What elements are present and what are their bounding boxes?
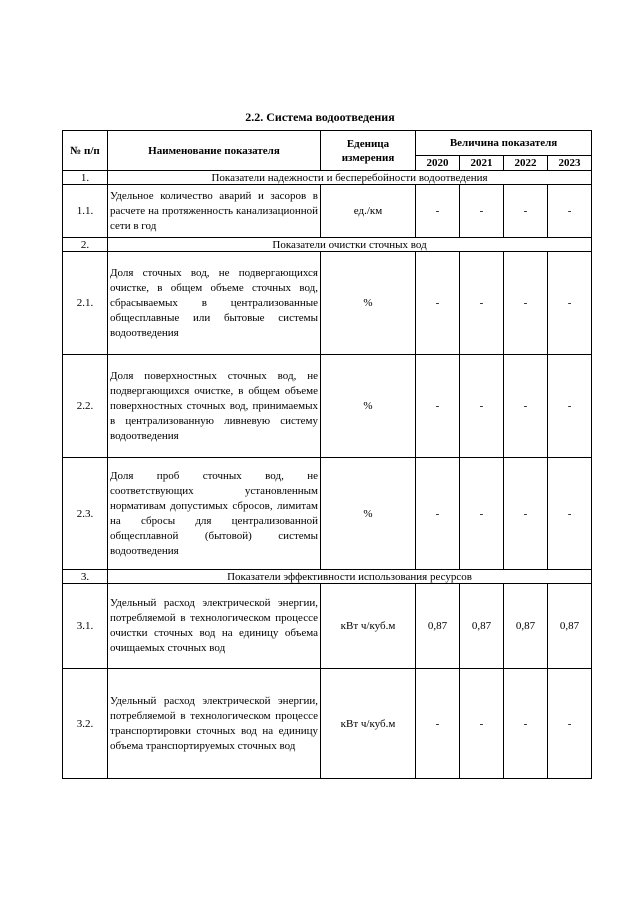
value-cell: - [460,185,504,238]
value-cell: - [460,355,504,458]
unit-cell: % [321,252,416,355]
unit-cell: кВт ч/куб.м [321,669,416,779]
table-row [63,669,592,779]
value-cell: 0,87 [548,584,592,669]
value-cell: - [548,458,592,570]
value-cell: - [416,252,460,355]
row-num: 1. [63,171,108,185]
indicator-name: Удельный расход электрической энергии, потребляемой в технологическом процессе очистки сточных вод на единицу объема очищаемых сточных вод [108,584,321,669]
header-year: 2023 [548,156,592,171]
section-title: Показатели надежности и бесперебойности водоотведения [108,171,592,185]
row-num: 3. [63,570,108,584]
value-cell: - [460,669,504,779]
value-cell: - [416,185,460,238]
value-cell: - [548,185,592,238]
value-cell: - [504,355,548,458]
section-title: Показатели эффективности использования ресурсов [108,570,592,584]
row-num: 2.2. [63,355,108,458]
value-cell: 0,87 [460,584,504,669]
header-unit: Еденица измерения [321,131,416,171]
value-cell: - [504,458,548,570]
unit-cell: ед./км [321,185,416,238]
row-num: 2.1. [63,252,108,355]
unit-cell: % [321,458,416,570]
section-title: Показатели очистки сточных вод [108,238,592,252]
value-cell: - [460,252,504,355]
value-cell: 0,87 [504,584,548,669]
table-row [63,252,592,355]
unit-cell: % [321,355,416,458]
table-row [63,584,592,669]
row-num: 3.2. [63,669,108,779]
value-cell: 0,87 [416,584,460,669]
indicator-name: Удельное количество аварий и засоров в расчете на протяженность канализационной сети в год [108,185,321,238]
value-cell: - [460,458,504,570]
row-num: 1.1. [63,185,108,238]
value-cell: - [504,185,548,238]
value-cell: - [416,355,460,458]
header-year: 2021 [460,156,504,171]
value-cell: - [548,252,592,355]
table-row [63,185,592,238]
unit-cell: кВт ч/куб.м [321,584,416,669]
table-row [63,355,592,458]
value-cell: - [548,355,592,458]
value-cell: - [504,252,548,355]
header-year: 2020 [416,156,460,171]
value-cell: - [416,669,460,779]
header-value: Величина показателя [416,131,592,156]
header-num: № п/п [63,131,108,171]
value-cell: - [548,669,592,779]
section-row [63,171,592,185]
page-title: 2.2. Система водоотведения [245,110,395,124]
row-num: 2.3. [63,458,108,570]
indicator-name: Доля сточных вод, не подвергающихся очистке, в общем объеме сточных вод, сбрасываемых в централизованные общесплавные или бытовые системы водоотведения [108,252,321,355]
table-row [63,458,592,570]
indicator-name: Доля проб сточных вод, не соответствующих установленным нормативам допустимых сбросов, лимитам на сбросы для централизованной общесплавной (бытовой) системы водоотведения [108,458,321,570]
value-cell: - [416,458,460,570]
header-name: Наименование показателя [108,131,321,171]
section-row [63,238,592,252]
indicator-name: Доля поверхностных сточных вод, не подвергающихся очистке, в общем объеме поверхностных сточных вод, принимаемых в централизованную ливневую систему водоотведения [108,355,321,458]
header-year: 2022 [504,156,548,171]
indicator-name: Удельный расход электрической энергии, потребляемой в технологическом процессе транспортировки сточных вод на единицу объема транспортируемых сточных вод [108,669,321,779]
row-num: 2. [63,238,108,252]
section-row [63,570,592,584]
row-num: 3.1. [63,584,108,669]
indicators-table [62,130,592,779]
value-cell: - [504,669,548,779]
